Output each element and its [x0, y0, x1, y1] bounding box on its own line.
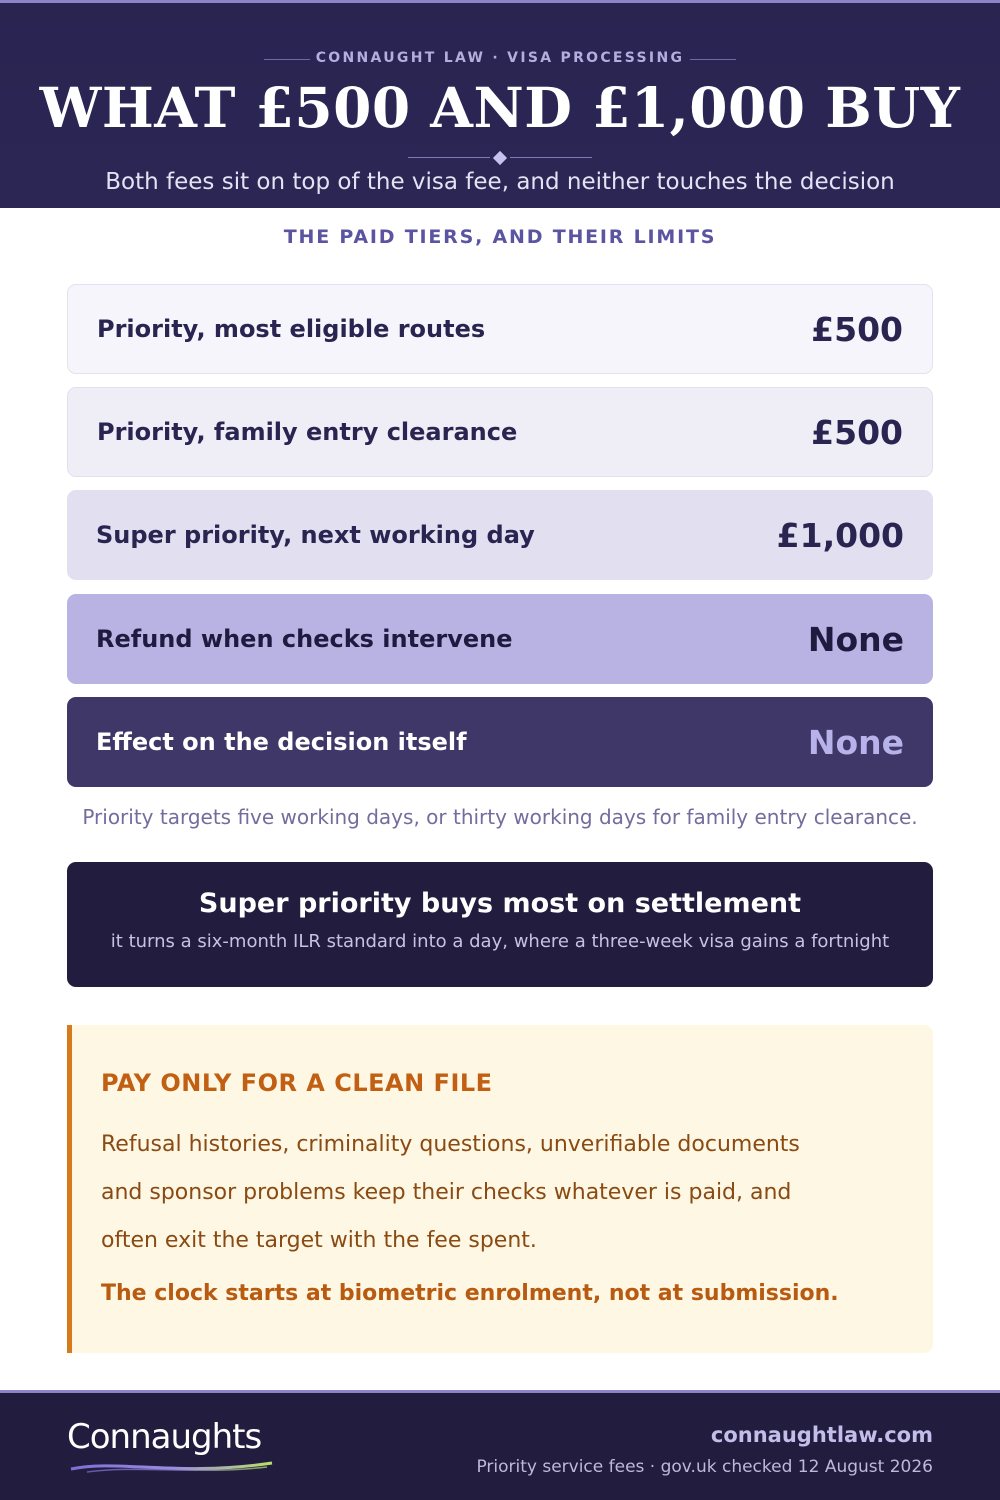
- tier-row: [67, 284, 933, 374]
- tier-row: [67, 697, 933, 787]
- tier-row: [67, 387, 933, 477]
- logo-wordmark: Connaughts: [67, 1417, 262, 1457]
- header-banner: [0, 0, 1000, 208]
- callout-title: Super priority buys most on settlement: [198, 888, 802, 919]
- tier-row: [67, 594, 933, 684]
- diamond-icon: [493, 151, 507, 165]
- callout-subtitle: it turns a six-month ILR standard into a day, where a three-week visa gains a fortnight: [110, 931, 890, 952]
- tier-value: None: [807, 722, 904, 762]
- settlement-callout: [67, 862, 933, 987]
- section-title: THE PAID TIERS, AND THEIR LIMITS: [283, 226, 717, 248]
- tier-label: Refund when checks intervene: [96, 625, 513, 653]
- tier-label: Priority, most eligible routes: [97, 315, 486, 343]
- tier-label: Effect on the decision itself: [96, 728, 467, 756]
- ornament-divider: [408, 151, 592, 165]
- divider-rule-right: [510, 157, 592, 158]
- tier-value: £1,000: [776, 515, 904, 555]
- page-subtitle: Both fees sit on top of the visa fee, and neither touches the decision: [105, 169, 895, 195]
- tier-row: [67, 490, 933, 580]
- footer: [0, 1390, 1000, 1500]
- page-title: WHAT £500 AND £1,000 BUY: [39, 75, 961, 140]
- warning-title: PAY ONLY FOR A CLEAN FILE: [101, 1069, 493, 1097]
- tier-value: £500: [811, 309, 903, 349]
- warning-emphasis: The clock starts at biometric enrolment, not at submission.: [101, 1281, 839, 1306]
- kicker-rule-right: [690, 59, 736, 60]
- tier-footnote: Priority targets five working days, or thirty working days for family entry clearance.: [82, 805, 918, 829]
- swoosh-icon: [67, 1457, 277, 1477]
- tier-label: Priority, family entry clearance: [97, 418, 518, 446]
- kicker-row: [0, 50, 1000, 70]
- kicker-text: CONNAUGHT LAW · VISA PROCESSING: [315, 50, 685, 66]
- divider-rule-left: [408, 157, 490, 158]
- tier-value: £500: [811, 412, 903, 452]
- source-note: Priority service fees · gov.uk checked 12 August 2026: [476, 1457, 933, 1477]
- tier-label: Super priority, next working day: [96, 521, 535, 549]
- warning-body: Refusal histories, criminality questions, unverifiable documents and sponsor problems keep their checks whatever is paid, and often exit the target with the fee spent.: [101, 1132, 800, 1253]
- connaughts-logo: [67, 1417, 287, 1477]
- tier-value: None: [807, 619, 904, 659]
- website-link[interactable]: connaughtlaw.com: [710, 1423, 933, 1447]
- clean-file-warning: [67, 1025, 933, 1353]
